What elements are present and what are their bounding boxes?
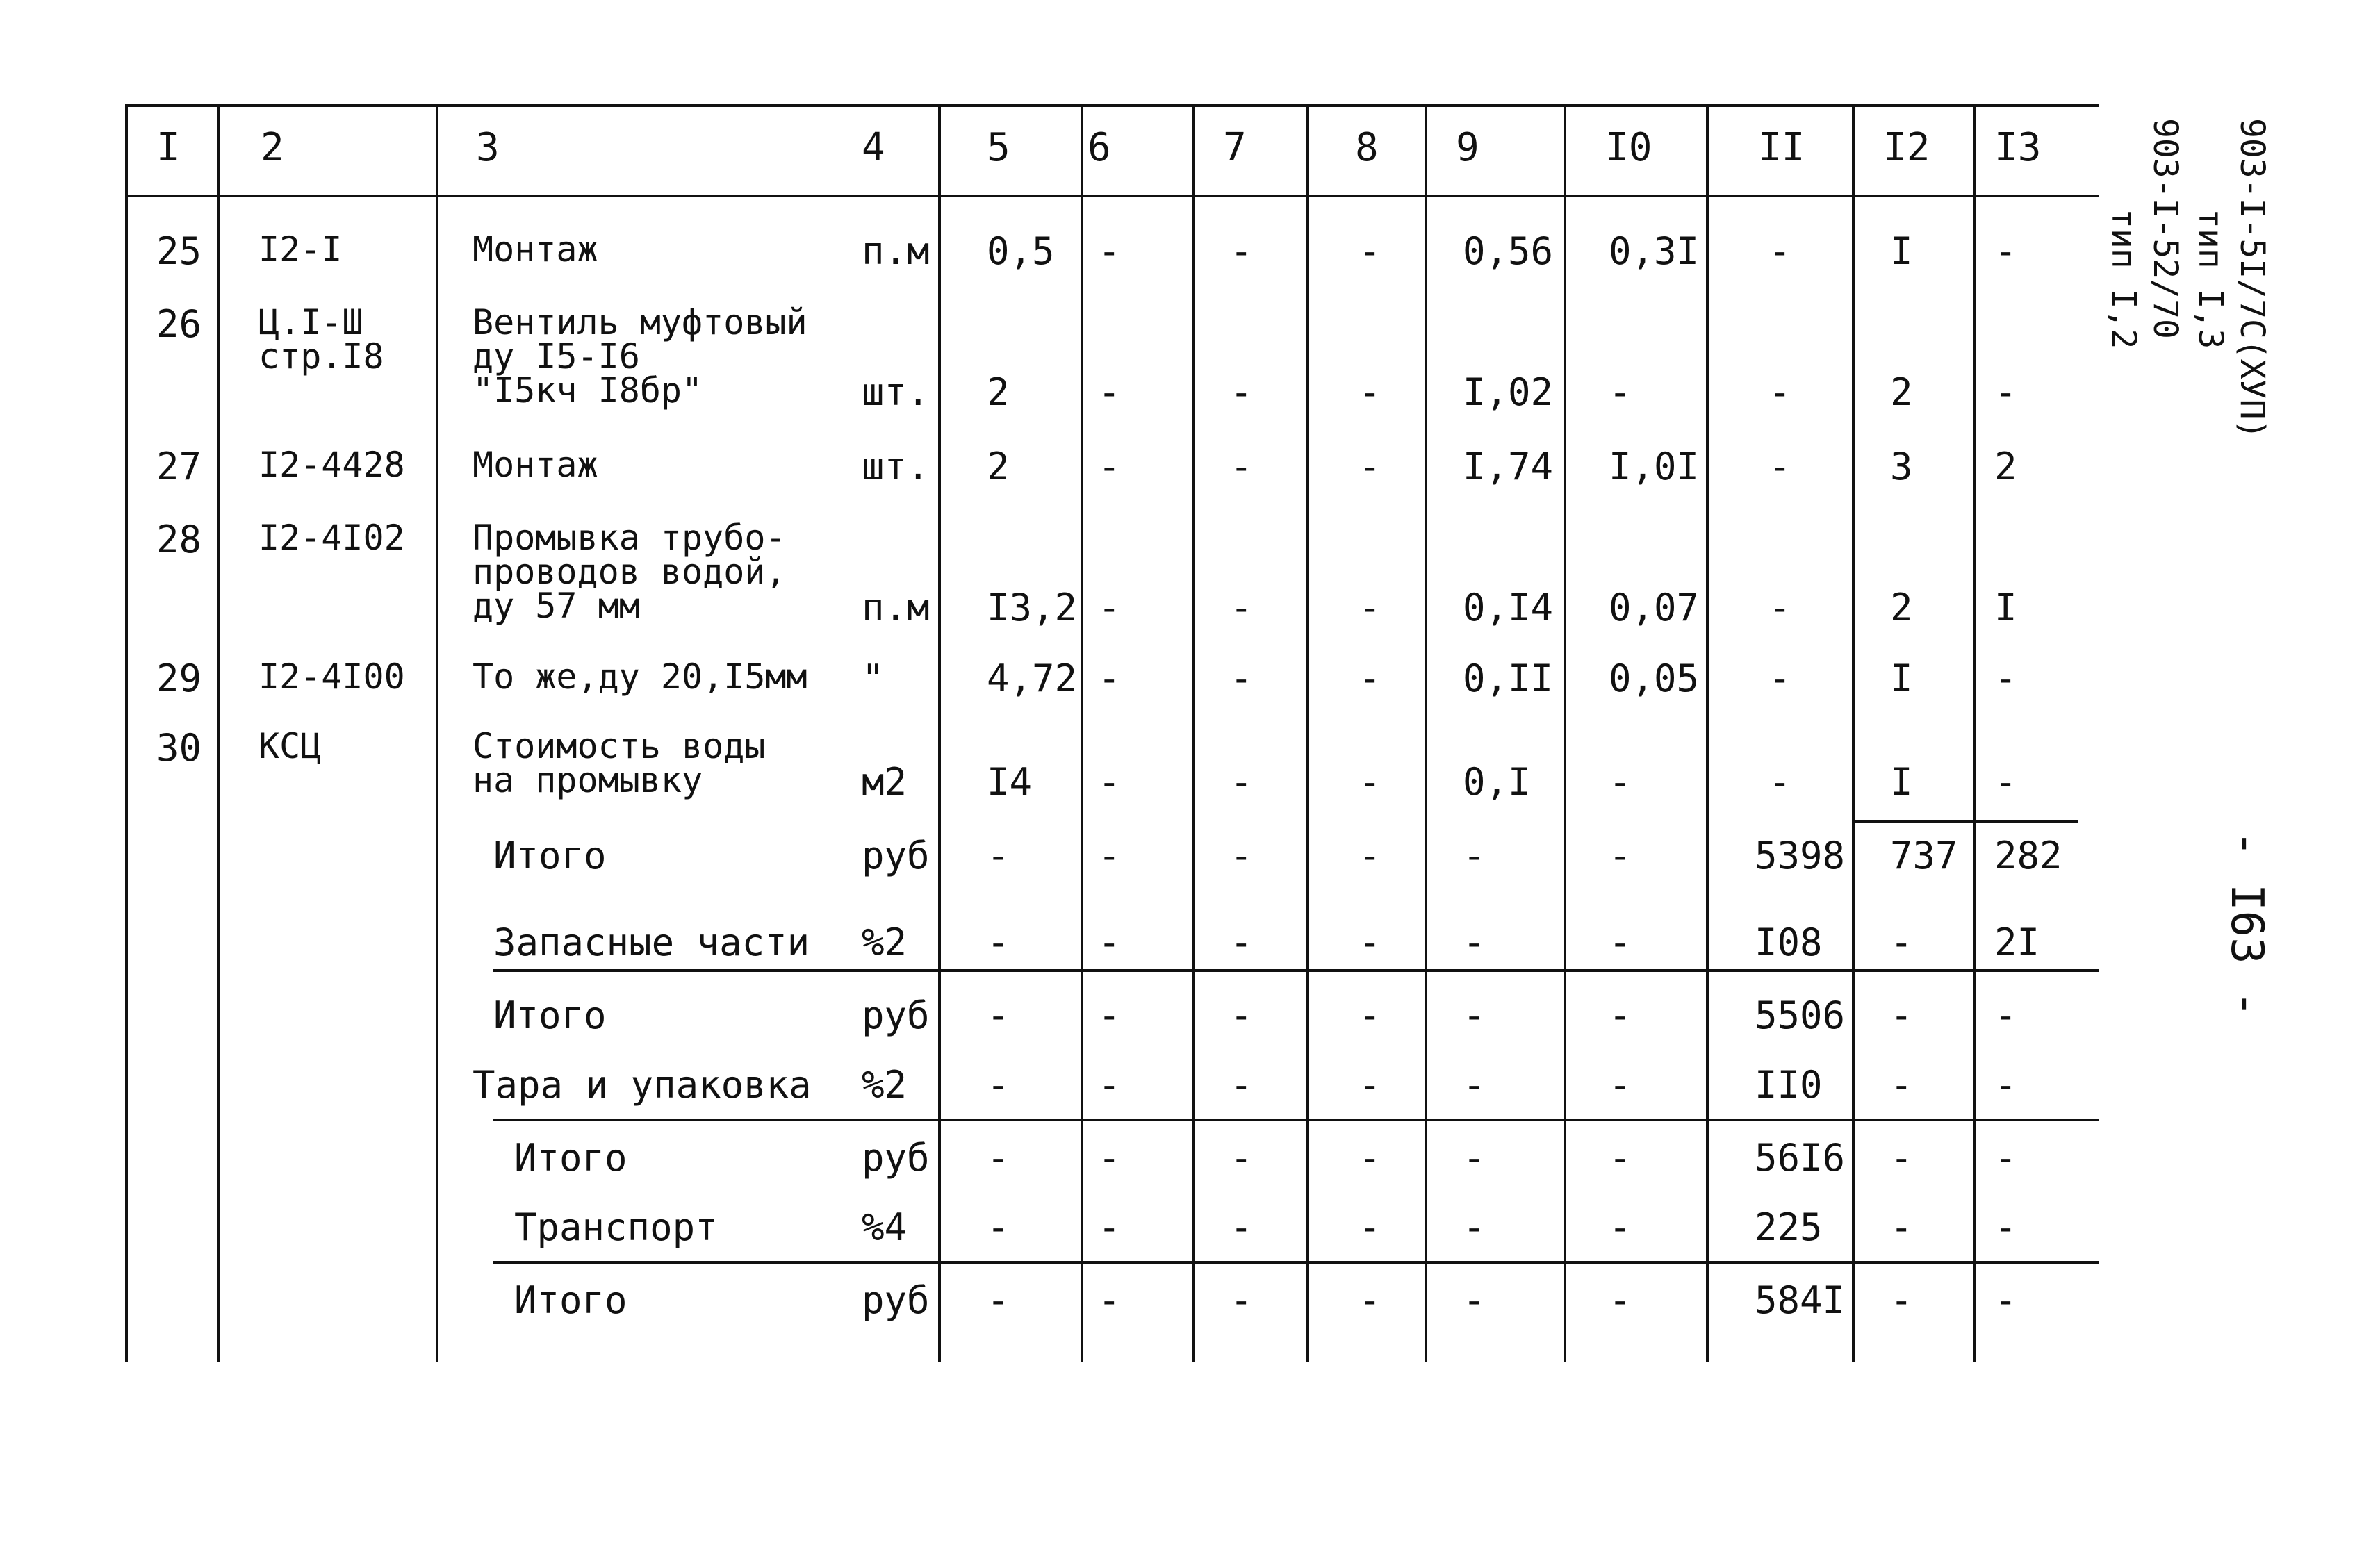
row-description: Стоимость воды на промывку (473, 726, 766, 800)
row-value-c6: - (1098, 657, 1121, 700)
total-unit: %2 (862, 1063, 908, 1107)
total-label: Запасные части (493, 921, 810, 964)
total-label: Итого (493, 993, 607, 1037)
row-value-c6: - (1098, 370, 1121, 414)
page-number: - I63 - (2221, 830, 2272, 1018)
total-value-c10: - (1609, 1278, 1632, 1322)
total-value-c9: - (1463, 993, 1486, 1037)
row-value-c5: I3,2 (987, 586, 1078, 629)
row-value-c11: - (1768, 229, 1791, 273)
total-value-c11: 584I (1755, 1278, 1846, 1322)
total-value-c7: - (1230, 993, 1253, 1037)
row-value-c11: - (1768, 657, 1791, 700)
row-value-c10: 0,3I (1609, 229, 1700, 273)
total-label: Итого (514, 1278, 627, 1322)
column-header: 7 (1223, 125, 1247, 170)
column-divider (1564, 104, 1566, 1362)
total-value-c13: 2I (1994, 921, 2040, 964)
total-value-c9: - (1463, 1205, 1486, 1249)
row-number: 25 (156, 229, 202, 273)
row-unit: п.м (862, 586, 930, 629)
row-unit: шт. (862, 370, 930, 414)
row-code: I2-4I00 (258, 657, 405, 697)
row-value-c6: - (1098, 760, 1121, 804)
row-value-c11: - (1768, 586, 1791, 629)
row-value-c8: - (1359, 760, 1381, 804)
column-divider (1973, 104, 1976, 1362)
column-header: I (156, 125, 180, 170)
totals-rule (493, 969, 2099, 972)
row-value-c13: - (1994, 229, 2017, 273)
total-value-c6: - (1098, 921, 1121, 964)
row-number: 27 (156, 445, 202, 488)
total-value-c9: - (1463, 1278, 1486, 1322)
total-value-c8: - (1359, 1136, 1381, 1180)
row-value-c9: 0,56 (1463, 229, 1554, 273)
row-value-c12: 2 (1890, 586, 1913, 629)
row-value-c9: 0,II (1463, 657, 1554, 700)
total-value-c8: - (1359, 921, 1381, 964)
row-value-c10: 0,05 (1609, 657, 1700, 700)
row-value-c10: 0,07 (1609, 586, 1700, 629)
side-stamp-line: 903-I-5I/7С(ХУП) (2233, 118, 2272, 440)
column-header: 8 (1355, 125, 1379, 170)
column-header: I3 (1994, 125, 2042, 170)
column-header: I2 (1883, 125, 1930, 170)
column-header: 2 (261, 125, 284, 170)
row-value-c6: - (1098, 586, 1121, 629)
row-value-c5: 2 (987, 370, 1010, 414)
row-number: 26 (156, 302, 202, 346)
total-value-c5: - (987, 1278, 1010, 1322)
row-value-c6: - (1098, 445, 1121, 488)
row-value-c10: I,0I (1609, 445, 1700, 488)
totals-rule (1852, 820, 2078, 823)
side-stamp-line: тип I,3 (2191, 208, 2230, 349)
column-header: 3 (476, 125, 500, 170)
total-value-c7: - (1230, 1205, 1253, 1249)
row-value-c5: 0,5 (987, 229, 1055, 273)
total-value-c10: - (1609, 1063, 1632, 1107)
row-value-c11: - (1768, 760, 1791, 804)
total-value-c10: - (1609, 834, 1632, 877)
row-value-c8: - (1359, 445, 1381, 488)
total-unit: руб (862, 1278, 930, 1322)
row-value-c7: - (1230, 760, 1253, 804)
total-value-c10: - (1609, 921, 1632, 964)
total-value-c8: - (1359, 834, 1381, 877)
total-value-c5: - (987, 1136, 1010, 1180)
total-value-c7: - (1230, 1063, 1253, 1107)
row-value-c6: - (1098, 229, 1121, 273)
total-value-c6: - (1098, 834, 1121, 877)
total-unit: руб (862, 993, 930, 1037)
column-header: 6 (1088, 125, 1111, 170)
total-value-c5: - (987, 993, 1010, 1037)
row-value-c8: - (1359, 229, 1381, 273)
column-header: II (1758, 125, 1805, 170)
row-value-c9: I,02 (1463, 370, 1554, 414)
total-value-c10: - (1609, 1136, 1632, 1180)
row-value-c9: 0,I (1463, 760, 1531, 804)
column-divider (1306, 104, 1309, 1362)
total-value-c12: - (1890, 1063, 1913, 1107)
row-value-c10: - (1609, 370, 1632, 414)
row-value-c13: - (1994, 657, 2017, 700)
total-value-c12: - (1890, 1136, 1913, 1180)
total-value-c8: - (1359, 1205, 1381, 1249)
total-value-c9: - (1463, 1063, 1486, 1107)
table-left-border (125, 104, 128, 1362)
row-value-c5: 2 (987, 445, 1010, 488)
row-unit: " (862, 657, 885, 700)
total-value-c9: - (1463, 1136, 1486, 1180)
total-unit: руб (862, 834, 930, 877)
column-divider (436, 104, 438, 1362)
total-value-c13: - (1994, 1063, 2017, 1107)
column-header: 9 (1456, 125, 1479, 170)
total-value-c13: - (1994, 1136, 2017, 1180)
total-value-c8: - (1359, 1278, 1381, 1322)
total-unit: %4 (862, 1205, 908, 1249)
total-value-c5: - (987, 1063, 1010, 1107)
row-description: Монтаж (473, 229, 598, 270)
row-code: КСЦ (258, 726, 322, 766)
total-value-c10: - (1609, 993, 1632, 1037)
row-value-c13: - (1994, 760, 2017, 804)
total-value-c8: - (1359, 993, 1381, 1037)
total-value-c7: - (1230, 834, 1253, 877)
row-value-c12: 2 (1890, 370, 1913, 414)
total-value-c9: - (1463, 834, 1486, 877)
total-value-c12: 737 (1890, 834, 1958, 877)
total-value-c6: - (1098, 1205, 1121, 1249)
column-divider (1706, 104, 1709, 1362)
row-value-c12: 3 (1890, 445, 1913, 488)
total-value-c11: 5506 (1755, 993, 1846, 1037)
row-code: I2-4I02 (258, 518, 405, 558)
column-divider (1081, 104, 1083, 1362)
row-value-c10: - (1609, 760, 1632, 804)
total-value-c8: - (1359, 1063, 1381, 1107)
column-header: 4 (862, 125, 885, 170)
row-value-c7: - (1230, 586, 1253, 629)
row-code: I2-4428 (258, 445, 405, 485)
row-number: 30 (156, 726, 202, 770)
row-value-c13: - (1994, 370, 2017, 414)
total-value-c6: - (1098, 1278, 1121, 1322)
row-value-c13: I (1994, 586, 2017, 629)
total-value-c6: - (1098, 1136, 1121, 1180)
row-value-c7: - (1230, 445, 1253, 488)
row-unit: шт. (862, 445, 930, 488)
total-value-c11: I08 (1755, 921, 1823, 964)
column-divider (1852, 104, 1855, 1362)
total-value-c10: - (1609, 1205, 1632, 1249)
total-value-c13: - (1994, 1278, 2017, 1322)
totals-rule (493, 1261, 2099, 1264)
row-unit: п.м (862, 229, 930, 273)
total-value-c12: - (1890, 1278, 1913, 1322)
total-value-c5: - (987, 834, 1010, 877)
total-value-c11: 5398 (1755, 834, 1846, 877)
total-label: Итого (493, 834, 607, 877)
row-value-c12: I (1890, 229, 1913, 273)
row-description: Вентиль муфтовый ду I5-I6 "I5кч I8бр" (473, 302, 807, 411)
column-divider (1192, 104, 1195, 1362)
total-unit: руб (862, 1136, 930, 1180)
total-value-c5: - (987, 921, 1010, 964)
total-value-c6: - (1098, 993, 1121, 1037)
row-description: Монтаж (473, 445, 598, 485)
row-description: Промывка трубо- проводов водой, ду 57 мм (473, 518, 787, 626)
total-value-c11: II0 (1755, 1063, 1823, 1107)
total-value-c12: - (1890, 921, 1913, 964)
row-value-c7: - (1230, 657, 1253, 700)
column-header: I0 (1605, 125, 1652, 170)
column-divider (1425, 104, 1427, 1362)
row-value-c9: I,74 (1463, 445, 1554, 488)
total-value-c13: - (1994, 993, 2017, 1037)
total-value-c12: - (1890, 993, 1913, 1037)
total-value-c7: - (1230, 921, 1253, 964)
row-number: 29 (156, 657, 202, 700)
row-value-c8: - (1359, 657, 1381, 700)
total-label: Тара и упаковка (473, 1063, 812, 1107)
total-label: Итого (514, 1136, 627, 1180)
row-value-c8: - (1359, 370, 1381, 414)
side-stamp-line: 903-I-52/70 (2146, 118, 2185, 339)
row-value-c7: - (1230, 370, 1253, 414)
row-code: Ц.I-Ш стр.I8 (258, 302, 384, 377)
column-divider (217, 104, 220, 1362)
total-value-c9: - (1463, 921, 1486, 964)
table-top-rule (125, 104, 2099, 107)
row-value-c11: - (1768, 370, 1791, 414)
total-value-c7: - (1230, 1136, 1253, 1180)
side-stamp-line: тип I,2 (2104, 208, 2143, 349)
total-value-c13: - (1994, 1205, 2017, 1249)
total-label: Транспорт (514, 1205, 718, 1249)
total-value-c5: - (987, 1205, 1010, 1249)
row-value-c11: - (1768, 445, 1791, 488)
total-value-c13: 282 (1994, 834, 2062, 877)
total-unit: %2 (862, 921, 908, 964)
row-value-c5: 4,72 (987, 657, 1078, 700)
column-divider (938, 104, 941, 1362)
row-value-c7: - (1230, 229, 1253, 273)
row-unit: м2 (862, 760, 908, 804)
row-value-c13: 2 (1994, 445, 2017, 488)
row-value-c12: I (1890, 657, 1913, 700)
total-value-c11: 56I6 (1755, 1136, 1846, 1180)
row-value-c5: I4 (987, 760, 1033, 804)
total-value-c6: - (1098, 1063, 1121, 1107)
column-header: 5 (987, 125, 1010, 170)
totals-rule (493, 1119, 2099, 1121)
row-code: I2-I (258, 229, 343, 270)
total-value-c7: - (1230, 1278, 1253, 1322)
total-value-c12: - (1890, 1205, 1913, 1249)
row-value-c8: - (1359, 586, 1381, 629)
row-value-c9: 0,I4 (1463, 586, 1554, 629)
row-description: То же,ду 20,I5мм (473, 657, 807, 697)
row-number: 28 (156, 518, 202, 561)
total-value-c11: 225 (1755, 1205, 1823, 1249)
row-value-c12: I (1890, 760, 1913, 804)
header-bottom-rule (125, 195, 2099, 197)
